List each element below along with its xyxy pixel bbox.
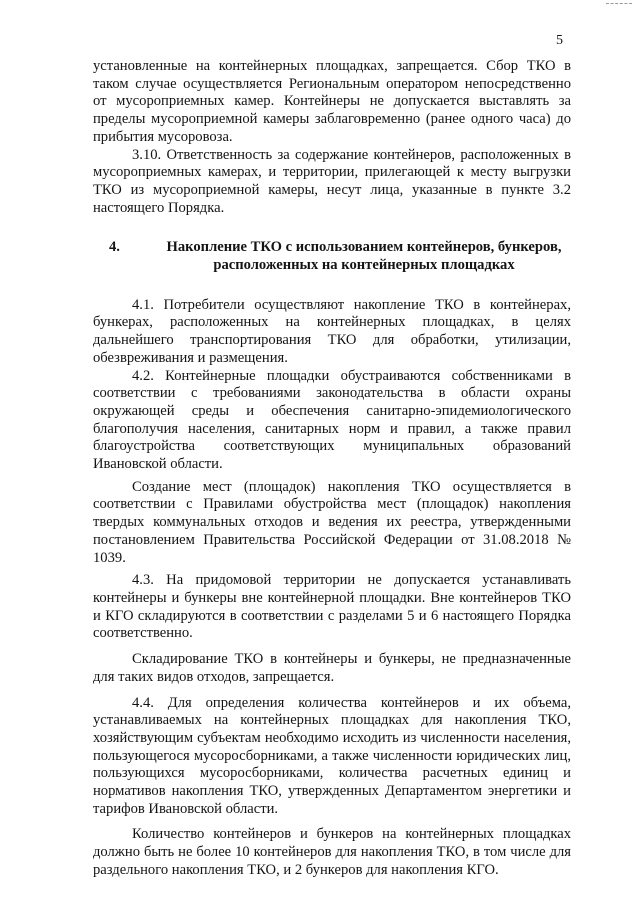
paragraph-4-2-placement: Создание мест (площадок) накопления ТКО осуществляется в соответствии с Правилами обустройства мест (площадок) накопления твердых коммунальных отходов и ведения их реестра, утвержденными постановлением Правительства Российской Федерации от 31.08.2018 № 1039. [93, 478, 571, 566]
paragraph-4-4: 4.4. Для определения количества контейнеров и их объема, устанавливаемых на контейнерных площадках для накопления ТКО, хозяйствующим субъектам необходимо исходить из численности населения, пользующегося мусоросборниками, а также численности юридических лиц, пользующихся мусоросборниками, количества расчетных единиц и нормативов накопления ТКО, утвержденных Департаментом энергетики и тарифов Ивановской области. [93, 694, 571, 817]
section-4-number: 4. [109, 239, 120, 256]
paragraph-continuation: установленные на контейнерных площадках, запрещается. Сбор ТКО в таком случае осуществляется Региональным оператором непосредственно от мусороприемных камер. Контейнеры не допускается выставлять за пределы мусороприемной камеры заблаговременно (ранее одного часа) до прибытия мусоровоза. [93, 58, 571, 145]
scan-corner-mark [606, 3, 632, 7]
paragraph-4-4-limits: Количество контейнеров и бункеров на контейнерных площадках должно быть не более 10 контейнеров для накопления ТКО, в том числе для раздельного накопления ТКО, и 2 бункеров для накопления КГО. [93, 826, 571, 878]
paragraph-3-10: 3.10. Ответственность за содержание контейнеров, расположенных в мусороприемных камерах, и территории, прилегающей к месту выгрузки ТКО из мусороприемной камеры, несут лица, указанные в пункте 3.2 настоящего Порядка. [93, 146, 571, 216]
paragraph-4-3-prohibition: Складирование ТКО в контейнеры и бункеры, не предназначенные для таких видов отходов, запрещается. [93, 651, 571, 685]
section-4-title: Накопление ТКО с использованием контейнеров, бункеров, расположенных на контейнерных площадках [166, 239, 562, 274]
paragraph-4-3: 4.3. На придомовой территории не допускается устанавливать контейнеры и бункеры вне контейнерной площадки. Вне контейнеров ТКО и КГО складируются в соответствии с разделами 5 и 6 настоящего Порядка соответственно. [93, 572, 571, 642]
section-4-heading [93, 239, 571, 274]
page-number: 5 [556, 33, 563, 48]
paragraph-4-2: 4.2. Контейнерные площадки обустраиваются собственниками в соответствии с требованиями законодательства в области охраны окружающей среды и обеспечения санитарно-эпидемиологического благополучия населения, санитарных норм и правил, а также правил благоустройства соответствующих муниципальных образований Ивановской области. [93, 367, 571, 473]
paragraph-4-1: 4.1. Потребители осуществляют накопление ТКО в контейнерах, бункерах, расположенных на контейнерных площадках, в целях дальнейшего транспортирования ТКО для обработки, утилизации, обезвреживания и размещения. [93, 296, 571, 366]
document-body [93, 58, 571, 880]
